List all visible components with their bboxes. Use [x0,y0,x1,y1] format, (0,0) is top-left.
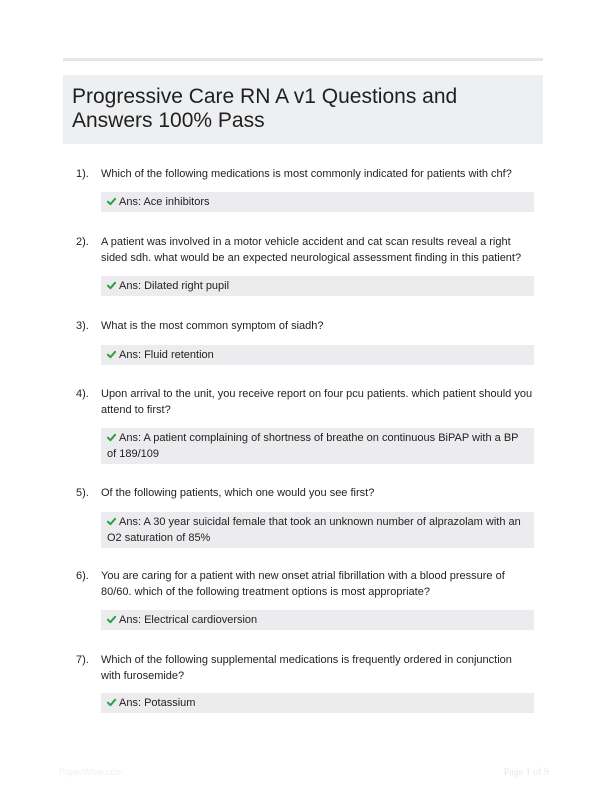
question-text: What is the most common symptom of siadh? [101,320,324,332]
answer-box [101,428,534,464]
check-icon [107,433,116,442]
answer-box [101,610,534,630]
question-number: 4). [76,388,89,400]
footer-watermark: PaperWibe.com [59,767,124,777]
question-text: Which of the following medications is most commonly indicated for patients with chf? [101,168,512,180]
answer-text: Ans: Ace inhibitors [119,196,210,208]
answer-text: Ans: Dilated right pupil [119,280,230,292]
question-number: 1). [76,168,89,180]
answer-text: Ans: Electrical cardioversion [119,614,258,626]
question-text: Upon arrival to the unit, you receive report on four pcu patients. which patient should you attend to first? [101,388,533,416]
answer-text: Ans: Fluid retention [119,349,214,361]
question-text: Which of the following supplemental medications is frequently ordered in conjunction with furosemide? [101,654,512,682]
check-icon [107,615,116,624]
answer-text: Ans: A patient complaining of shortness of breathe on continuous BiPAP with a BP of 189/109 [107,432,519,460]
answer-box [101,693,534,713]
answer-text: Ans: A 30 year suicidal female that took an unknown number of alprazolam with an O2 saturation of 85% [107,516,521,544]
check-icon [107,698,116,707]
check-icon [107,281,116,290]
document-title: Progressive Care RN A v1 Questions and Answers 100% Pass [72,85,458,132]
check-icon [107,517,116,526]
page-number: Page 1 of 9 [503,767,549,778]
check-icon [107,197,116,206]
question-number: 2). [76,236,89,248]
question-number: 7). [76,654,89,666]
answer-text: Ans: Potassium [119,697,196,709]
header-divider [63,58,543,61]
question-text: A patient was involved in a motor vehicle accident and cat scan results reveal a right sided sdh. what would be an expected neurological assessment finding in this patient? [101,236,522,264]
question-number: 5). [76,487,89,499]
question-number: 6). [76,570,89,582]
question-number: 3). [76,320,89,332]
answer-box [101,512,534,548]
question-text: Of the following patients, which one would you see first? [101,487,375,499]
question-text: You are caring for a patient with new onset atrial fibrillation with a blood pressure of 80/60. which of the following treatment options is most appropriate? [101,570,505,598]
answer-box [101,276,534,296]
answer-box [101,345,534,365]
answer-box [101,192,534,212]
title-banner [63,75,543,144]
check-icon [107,350,116,359]
